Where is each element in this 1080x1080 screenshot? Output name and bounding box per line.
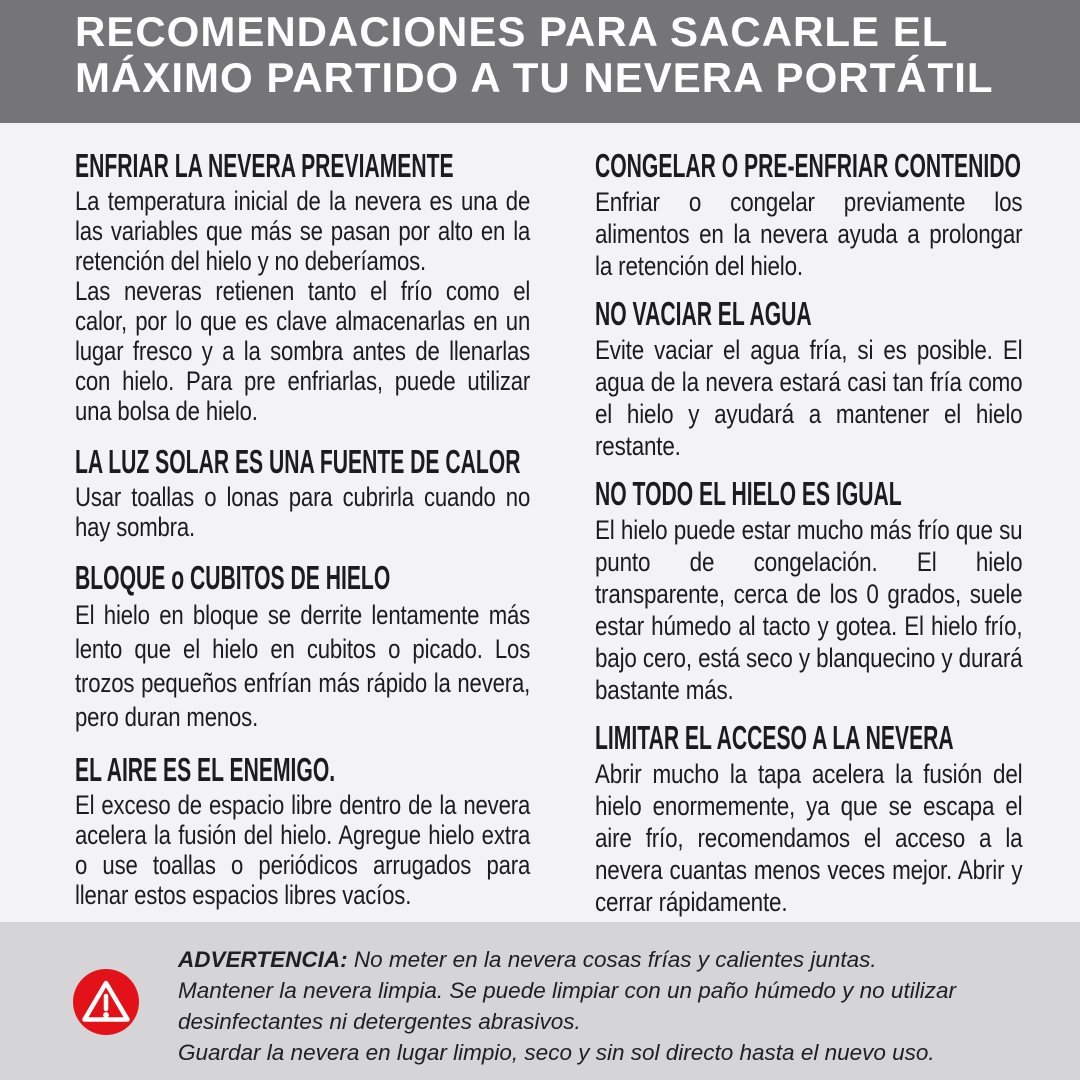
section-paragraph: Usar toallas o lonas para cubrirla cuando no hay sombra. — [75, 482, 531, 542]
section-body — [75, 598, 530, 734]
section-heading: CONGELAR O PRE-ENFRIAR CONTENIDO — [595, 147, 1021, 184]
warning-line: desinfectantes ni detergentes abrasivos. — [178, 1009, 581, 1034]
section-body — [595, 514, 1022, 706]
section-heading: LIMITAR EL ACCESO A LA NEVERA — [595, 719, 954, 756]
warning-bar — [0, 922, 1080, 1080]
section-paragraph: Evite vaciar el agua fría, si es posible. El agua de la nevera estará casi tan fría como el hielo y ayudará a mantener el hielo restante. — [595, 335, 1023, 461]
warning-line: Mantener la nevera limpia. Se puede limpiar con un paño húmedo y no utilizar — [178, 978, 956, 1003]
warning-triangle-icon — [72, 968, 140, 1036]
section-no-vaciar-agua — [595, 296, 1022, 462]
section-enfriar-previamente — [75, 148, 530, 426]
section-body — [75, 186, 530, 426]
section-paragraph: Enfriar o congelar previamente los alimentos en la nevera ayuda a prolongar la retención del hielo. — [595, 187, 1023, 281]
section-body — [75, 482, 530, 542]
page-title: RECOMENDACIONES PARA SACARLE EL MÁXIMO PARTIDO A TU NEVERA PORTÁTIL — [75, 8, 994, 101]
section-luz-solar — [75, 444, 530, 542]
section-heading: LA LUZ SOLAR ES UNA FUENTE DE CALOR — [75, 443, 521, 480]
warning-line: Guardar la nevera en lugar limpio, seco y sin sol directo hasta el nuevo uso. — [178, 1040, 935, 1065]
section-paragraph: El hielo en bloque se derrite lentamente más lento que el hielo en cubitos o picado. Los trozos pequeños enfrían más rápido la nevera, pero duran menos. — [75, 600, 531, 732]
section-body — [595, 334, 1022, 462]
section-paragraph: La temperatura inicial de la nevera es una de las variables que más se pasan por alto en la retención del hielo y no deberíamos. — [75, 186, 531, 276]
section-congelar-contenido — [595, 148, 1022, 282]
column-right — [595, 148, 1022, 918]
content-columns — [75, 148, 1022, 918]
section-bloque-cubitos — [75, 560, 530, 734]
section-hielo-igual — [595, 476, 1022, 706]
section-aire-enemigo — [75, 752, 530, 910]
warning-line — [178, 944, 1058, 975]
section-paragraph: El hielo puede estar mucho más frío que su punto de congelación. El hielo transparente, cerca de los 0 grados, suele estar húmedo al tacto y gotea. El hielo frío, bajo cero, está seco y blanquecino y durará bastante más. — [595, 515, 1023, 705]
section-body — [595, 186, 1022, 282]
section-paragraph: El exceso de espacio libre dentro de la nevera acelera la fusión del hielo. Agregue hielo extra o use toallas o periódicos arrugados para llenar estos espacios libres vacíos. — [75, 790, 531, 910]
section-body — [75, 790, 530, 910]
section-heading: NO VACIAR EL AGUA — [595, 295, 812, 332]
header-banner — [0, 0, 1080, 123]
section-paragraph: Abrir mucho la tapa acelera la fusión del hielo enormemente, ya que se escapa el aire frío, recomendamos el acceso a la nevera cuantas menos veces mejor. Abrir y cerrar rápidamente. — [595, 759, 1023, 917]
section-heading: NO TODO EL HIELO ES IGUAL — [595, 475, 902, 512]
section-body — [595, 758, 1022, 918]
warning-label: ADVERTENCIA: — [178, 947, 348, 972]
warning-text — [178, 944, 1058, 1068]
section-heading: ENFRIAR LA NEVERA PREVIAMENTE — [75, 147, 454, 184]
column-left — [75, 148, 530, 918]
section-heading: BLOQUE o CUBITOS DE HIELO — [75, 559, 391, 596]
section-limitar-acceso — [595, 720, 1022, 918]
section-heading: EL AIRE ES EL ENEMIGO. — [75, 751, 336, 788]
section-paragraph: Las neveras retienen tanto el frío como el calor, por lo que es clave almacenarlas en un lugar fresco y a la sombra antes de llenarlas con hielo. Para pre enfriarlas, puede utilizar una bolsa de hielo. — [75, 276, 531, 426]
warning-line-text: No meter en la nevera cosas frías y calientes juntas. — [353, 947, 877, 972]
